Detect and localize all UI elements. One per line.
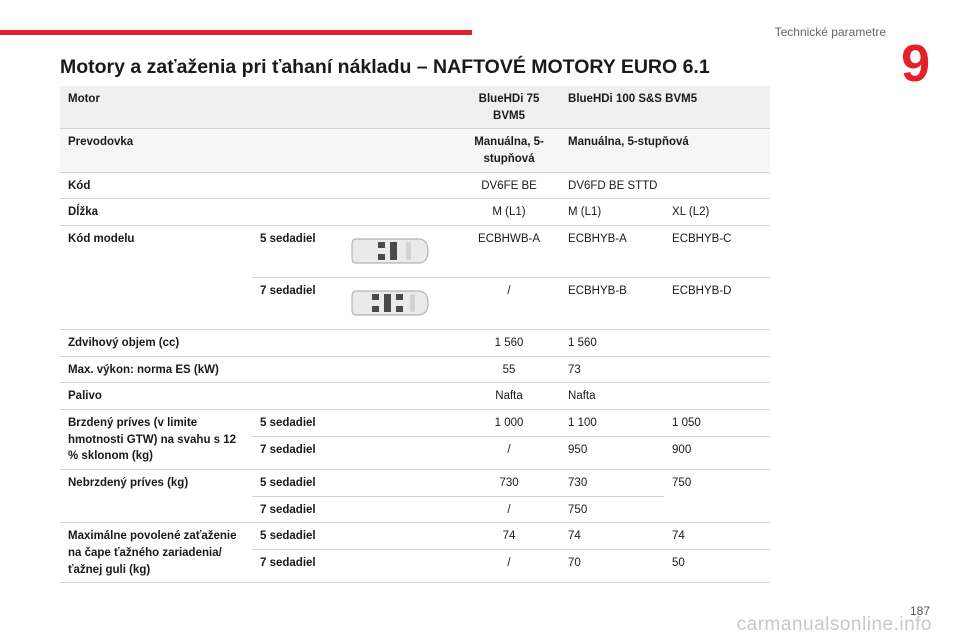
table-row	[60, 86, 770, 129]
row-label: Palivo	[60, 383, 458, 410]
table-cell: Manuálna, 5-stupňová	[560, 129, 770, 172]
seats-label: 7 sedadiel	[252, 437, 458, 470]
row-label: Kód modelu	[60, 226, 252, 330]
car-top-view-5-seats-icon	[350, 231, 430, 271]
table-cell: Nafta	[560, 383, 770, 410]
table-cell: /	[458, 278, 560, 330]
row-label: Max. výkon: norma ES (kW)	[60, 356, 458, 383]
table-cell: 750	[560, 496, 664, 523]
car-5-seats-icon	[346, 226, 458, 278]
table-cell: 1 050	[664, 410, 770, 437]
table-row	[60, 199, 770, 226]
table-cell: 70	[560, 550, 664, 583]
row-label: Motor	[60, 86, 458, 129]
page-number: 187	[909, 604, 930, 618]
row-label: Kód	[60, 172, 458, 199]
table-row	[60, 129, 770, 172]
table-cell: 1 000	[458, 410, 560, 437]
seats-label: 7 sedadiel	[252, 278, 346, 330]
table-cell: 55	[458, 356, 560, 383]
table-cell: BlueHDi 100 S&S BVM5	[560, 86, 770, 129]
seats-label: 5 sedadiel	[252, 470, 458, 497]
table-cell: ECBHYB-B	[560, 278, 664, 330]
table-cell: 750	[664, 470, 770, 523]
table-cell: ECBHWB-A	[458, 226, 560, 278]
section-title: Technické parametre	[774, 25, 886, 39]
table-cell: 950	[560, 437, 664, 470]
table-cell: 1 100	[560, 410, 664, 437]
seats-label: 7 sedadiel	[252, 496, 458, 523]
table-cell: DV6FE BE	[458, 172, 560, 199]
table-cell: 1 560	[560, 330, 770, 357]
table-cell: ECBHYB-D	[664, 278, 770, 330]
row-label: Maximálne povolené zaťaženie na čape ťažného zariadenia/ ťažnej guli (kg)	[60, 523, 252, 583]
table-cell: /	[458, 496, 560, 523]
table-row	[60, 226, 770, 278]
seats-label: 5 sedadiel	[252, 226, 346, 278]
table-cell: 900	[664, 437, 770, 470]
table-cell: 50	[664, 550, 770, 583]
row-label: Prevodovka	[60, 129, 458, 172]
table-cell: 74	[458, 523, 560, 550]
seats-label: 5 sedadiel	[252, 410, 458, 437]
chapter-number: 9	[901, 35, 930, 93]
table-cell: 1 560	[458, 330, 560, 357]
row-label: Dĺžka	[60, 199, 458, 226]
table-row	[60, 470, 770, 497]
seats-label: 5 sedadiel	[252, 523, 458, 550]
table-row	[60, 523, 770, 550]
table-cell: 74	[664, 523, 770, 550]
table-cell: /	[458, 437, 560, 470]
seats-label: 7 sedadiel	[252, 550, 458, 583]
row-label: Nebrzdený príves (kg)	[60, 470, 252, 523]
car-7-seats-icon	[346, 278, 458, 330]
table-cell: ECBHYB-A	[560, 226, 664, 278]
table-cell: BlueHDi 75 BVM5	[458, 86, 560, 129]
table-cell: XL (L2)	[664, 199, 770, 226]
table-cell: 730	[560, 470, 664, 497]
table-cell: ECBHYB-C	[664, 226, 770, 278]
table-row	[60, 356, 770, 383]
table-cell: Nafta	[458, 383, 560, 410]
row-label: Brzdený príves (v limite hmotnosti GTW) na svahu s 12 % sklonom (kg)	[60, 410, 252, 470]
table-cell: /	[458, 550, 560, 583]
table-cell: Manuálna, 5-stupňová	[458, 129, 560, 172]
car-top-view-7-seats-icon	[350, 283, 430, 323]
row-label: Zdvihový objem (cc)	[60, 330, 458, 357]
table-cell: M (L1)	[560, 199, 664, 226]
table-cell: DV6FD BE STTD	[560, 172, 770, 199]
watermark: carmanualsonline.info	[736, 614, 932, 635]
table-row	[60, 172, 770, 199]
table-row	[60, 383, 770, 410]
engine-spec-table	[60, 86, 770, 583]
page-title: Motory a zaťaženia pri ťahaní nákladu – NAFTOVÉ MOTORY EURO 6.1	[60, 56, 710, 78]
table-row	[60, 410, 770, 437]
header-accent-bar	[0, 30, 472, 35]
table-row	[60, 330, 770, 357]
table-cell: M (L1)	[458, 199, 560, 226]
table-cell: 730	[458, 470, 560, 497]
table-cell: 74	[560, 523, 664, 550]
table-cell: 73	[560, 356, 770, 383]
